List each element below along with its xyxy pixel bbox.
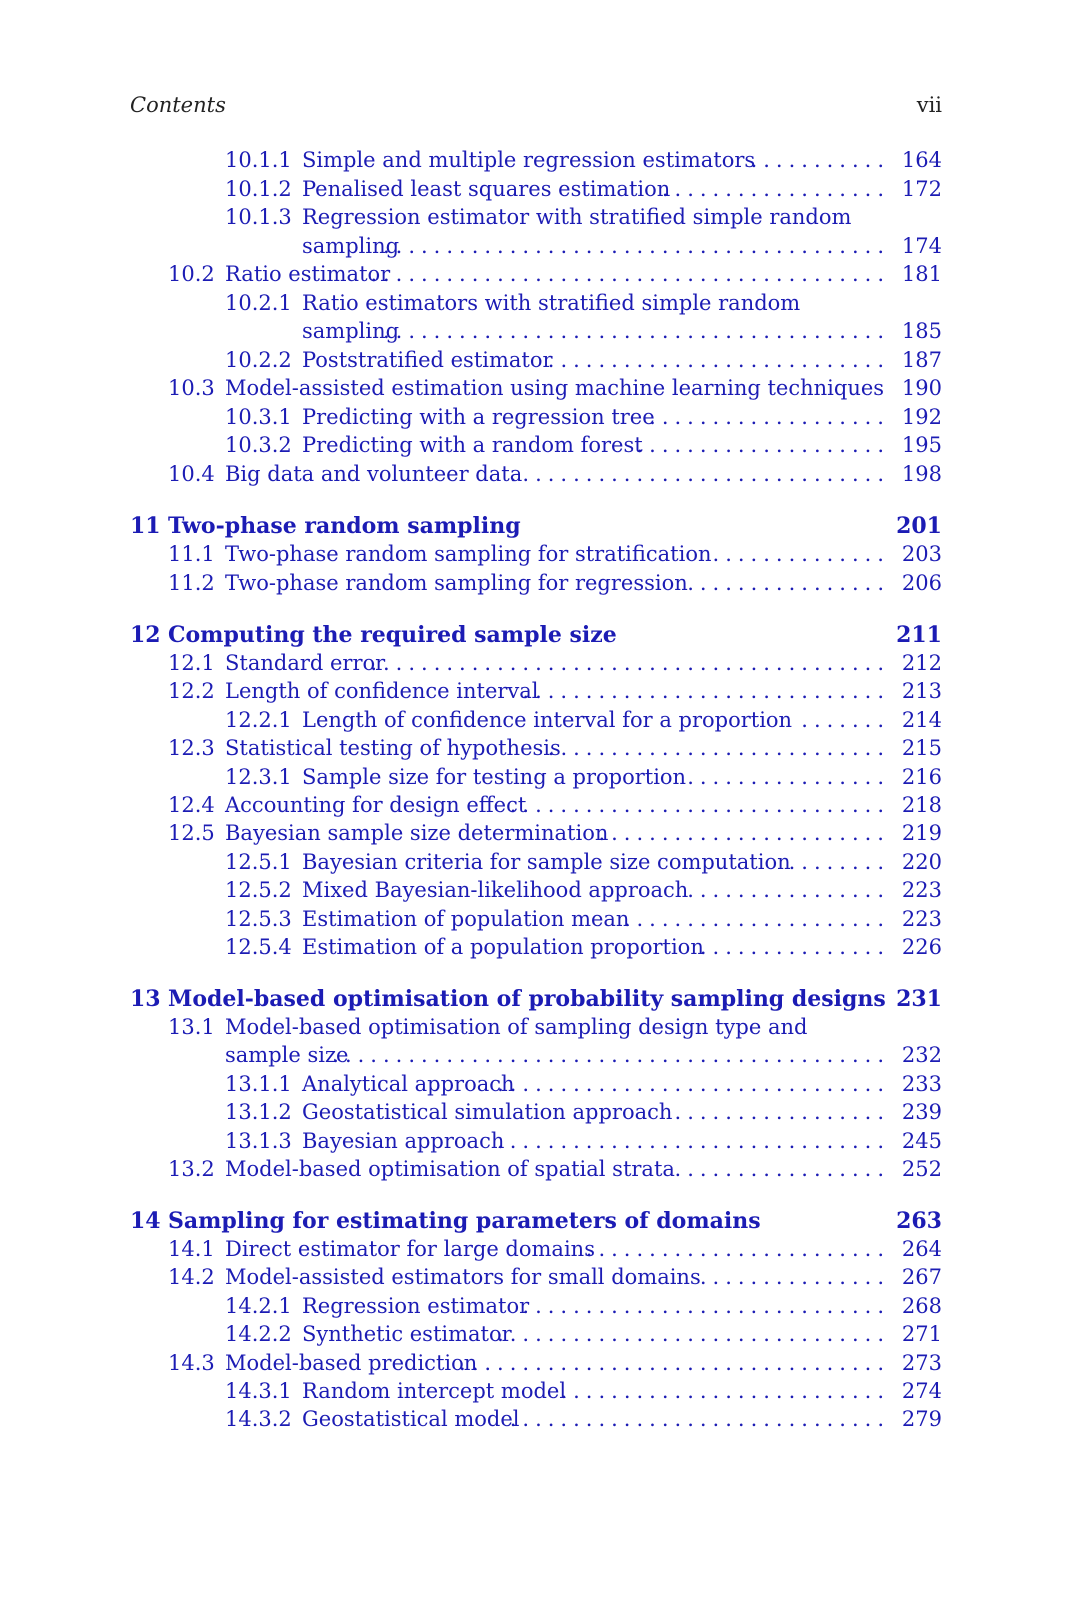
toc-chapter-entry[interactable] — [0, 621, 1080, 650]
entry-page-number: 233 — [901, 1072, 942, 1096]
entry-title: Model-assisted estimation using machine learning techniques — [225, 376, 885, 400]
entry-title: Estimation of population mean — [302, 907, 630, 931]
entry-page-number: 226 — [901, 935, 942, 959]
entry-page-number: 206 — [901, 571, 942, 595]
toc-entry[interactable] — [0, 848, 1080, 877]
entry-number: 10.1.3 — [225, 205, 292, 229]
entry-title: Bayesian sample size determination — [225, 821, 609, 845]
page-number: vii — [916, 93, 942, 117]
entry-number: 10.3.1 — [225, 405, 292, 429]
entry-number: 11 — [130, 513, 161, 539]
toc-entry[interactable] — [0, 706, 1080, 735]
entry-page-number: 219 — [901, 821, 942, 845]
toc-entry[interactable] — [0, 1349, 1080, 1378]
entry-title: Ratio estimator — [225, 262, 391, 286]
entry-number: 13.1.1 — [225, 1072, 292, 1096]
entry-number: 10.2.1 — [225, 291, 292, 315]
entry-title: Geostatistical model — [302, 1407, 520, 1431]
entry-page-number: 185 — [901, 319, 942, 343]
entry-page-number: 174 — [901, 234, 942, 258]
entry-title: Synthetic estimator — [302, 1322, 512, 1346]
entry-title: Random intercept model — [302, 1379, 567, 1403]
dot-leader: ................. — [674, 1100, 890, 1124]
entry-page-number: 198 — [901, 462, 942, 486]
entry-page-number: 190 — [901, 376, 942, 400]
entry-number: 10.1.2 — [225, 177, 292, 201]
toc-entry[interactable] — [0, 1292, 1080, 1321]
toc-entry[interactable] — [0, 677, 1080, 706]
toc-entry[interactable] — [0, 1155, 1080, 1184]
toc-entry[interactable] — [0, 1070, 1080, 1099]
entry-number: 14.1 — [168, 1237, 215, 1261]
entry-title: Model-assisted estimators for small domains — [225, 1265, 701, 1289]
dot-leader: .............................. — [509, 793, 890, 817]
entry-title: Predicting with a random forest — [302, 433, 643, 457]
entry-page-number: 203 — [901, 542, 942, 566]
entry-page-number: 215 — [901, 736, 942, 760]
dot-leader: ............... — [699, 935, 890, 959]
toc-entry[interactable] — [0, 734, 1080, 763]
entry-page-number: 279 — [901, 1407, 942, 1431]
dot-leader: ........................... — [547, 348, 890, 372]
toc-entry[interactable] — [0, 876, 1080, 905]
entry-title: Big data and volunteer data — [225, 462, 523, 486]
toc-entry[interactable] — [0, 431, 1080, 460]
toc-entry[interactable] — [0, 146, 1080, 175]
entry-title: Bayesian criteria for sample size computation — [302, 850, 791, 874]
entry-number: 10.2 — [168, 262, 215, 286]
entry-page-number: 195 — [901, 433, 942, 457]
entry-title: sampling — [302, 319, 400, 343]
toc-chapter-entry[interactable] — [0, 985, 1080, 1014]
dot-leader: .............................. — [509, 1407, 890, 1431]
dot-leader: .............................. — [509, 462, 890, 486]
entry-number: 10.2.2 — [225, 348, 292, 372]
dot-leader: ........................... — [547, 736, 890, 760]
dot-leader: ......................................... — [370, 651, 890, 675]
entry-title: Accounting for design effect — [225, 793, 527, 817]
entry-number: 13 — [130, 986, 161, 1012]
entry-number: 10.3 — [168, 376, 215, 400]
entry-number: 12.5.1 — [225, 850, 292, 874]
toc-entry[interactable] — [0, 905, 1080, 934]
entry-number: 12.4 — [168, 793, 215, 817]
entry-page-number: 231 — [896, 986, 942, 1012]
dot-leader: .............. — [712, 542, 890, 566]
entry-number: 10.3.2 — [225, 433, 292, 457]
toc-entry[interactable] — [0, 1127, 1080, 1156]
entry-title: Geostatistical simulation approach — [302, 1100, 673, 1124]
entry-number: 14.2.2 — [225, 1322, 292, 1346]
entry-number: 12.2 — [168, 679, 215, 703]
entry-title: Predicting with a regression tree — [302, 405, 655, 429]
entry-title: Standard error — [225, 651, 386, 675]
entry-number: 12.5.4 — [225, 935, 292, 959]
entry-title: Statistical testing of hypothesis — [225, 736, 561, 760]
entry-title: Bayesian approach — [302, 1129, 505, 1153]
dot-leader: ..................... — [623, 907, 890, 931]
entry-page-number: 252 — [901, 1157, 942, 1181]
toc-entry[interactable] — [0, 374, 1080, 403]
dot-leader: ........... — [750, 148, 890, 172]
dot-leader: ................... — [649, 405, 890, 429]
toc-entry[interactable] — [0, 791, 1080, 820]
dot-leader: ................. — [674, 1157, 890, 1181]
entry-page-number: 218 — [901, 793, 942, 817]
entry-title: Model-based optimisation of probability sampling designs — [168, 986, 886, 1012]
toc-entry[interactable] — [0, 819, 1080, 848]
entry-page-number: 223 — [901, 878, 942, 902]
entry-title: Regression estimator with stratified simple random — [302, 205, 852, 229]
toc-entry[interactable] — [0, 1405, 1080, 1434]
entry-title: Analytical approach — [302, 1072, 515, 1096]
dot-leader: ....... — [801, 708, 890, 732]
entry-number: 14 — [130, 1208, 161, 1234]
toc-entry[interactable] — [0, 1320, 1080, 1349]
toc-entry[interactable] — [0, 232, 1080, 261]
dot-leader: ................ — [687, 878, 890, 902]
dot-leader: ........................ — [585, 1237, 890, 1261]
entry-number: 12.5.2 — [225, 878, 292, 902]
entry-title: Poststratified estimator — [302, 348, 553, 372]
toc-entry[interactable] — [0, 260, 1080, 289]
toc-entry[interactable] — [0, 203, 1080, 232]
entry-title: Penalised least squares estimation — [302, 177, 671, 201]
dot-leader: ............................... — [497, 1322, 890, 1346]
entry-title: Length of confidence interval — [225, 679, 539, 703]
entry-number: 14.3 — [168, 1351, 215, 1375]
dot-leader: ............................. — [522, 1294, 890, 1318]
entry-number: 12.3 — [168, 736, 215, 760]
dot-leader: ............................. — [522, 679, 890, 703]
entry-title: Two-phase random sampling — [168, 513, 521, 539]
entry-page-number: 264 — [901, 1237, 942, 1261]
entry-title: Length of confidence interval for a proportion — [302, 708, 793, 732]
entry-title: Regression estimator — [302, 1294, 530, 1318]
toc-entry[interactable] — [0, 763, 1080, 792]
entry-title: Model-based optimisation of spatial strata — [225, 1157, 675, 1181]
toc-entry[interactable] — [0, 1235, 1080, 1264]
toc-entry[interactable] — [0, 540, 1080, 569]
dot-leader: .................. — [661, 177, 890, 201]
entry-page-number: 263 — [896, 1208, 942, 1234]
entry-page-number: 201 — [896, 513, 942, 539]
dot-leader: .......................... — [560, 1379, 890, 1403]
entry-number: 10.4 — [168, 462, 215, 486]
dot-leader: ................ — [687, 571, 890, 595]
entry-page-number: 239 — [901, 1100, 942, 1124]
entry-number: 12.3.1 — [225, 765, 292, 789]
toc-entry[interactable] — [0, 1013, 1080, 1042]
dot-leader: .................................. — [459, 1351, 890, 1375]
entry-number: 13.1.2 — [225, 1100, 292, 1124]
entry-title: Model-based optimisation of sampling design type and — [225, 1015, 808, 1039]
entry-title: sampling — [302, 234, 400, 258]
dot-leader: ............................... — [497, 1129, 890, 1153]
entry-page-number: 211 — [896, 622, 942, 648]
entry-title: Mixed Bayesian-likelihood approach — [302, 878, 689, 902]
entry-title: Sample size for testing a proportion — [302, 765, 687, 789]
entry-number: 14.2.1 — [225, 1294, 292, 1318]
entry-number: 12.5.3 — [225, 907, 292, 931]
entry-number: 13.1.3 — [225, 1129, 292, 1153]
entry-number: 13.1 — [168, 1015, 215, 1039]
dot-leader: ............................................ — [332, 1043, 890, 1067]
entry-page-number: 212 — [901, 651, 942, 675]
entry-page-number: 267 — [901, 1265, 942, 1289]
dot-leader: ....................... — [598, 821, 890, 845]
entry-page-number: 192 — [901, 405, 942, 429]
entry-number: 12 — [130, 622, 161, 648]
entry-number: 12.1 — [168, 651, 215, 675]
toc-entry[interactable] — [0, 317, 1080, 346]
entry-page-number: 172 — [901, 177, 942, 201]
entry-page-number: 164 — [901, 148, 942, 172]
running-head: Contents — [130, 93, 226, 117]
entry-number: 11.1 — [168, 542, 215, 566]
toc-chapter-entry[interactable] — [0, 512, 1080, 541]
entry-title: Ratio estimators with stratified simple random — [302, 291, 801, 315]
dot-leader: ......................................... — [370, 262, 890, 286]
entry-title: Two-phase random sampling for regression — [225, 571, 688, 595]
entry-number: 13.2 — [168, 1157, 215, 1181]
entry-page-number: 187 — [901, 348, 942, 372]
entry-page-number: 271 — [901, 1322, 942, 1346]
dot-leader: ............................... — [497, 1072, 890, 1096]
dot-leader: ........................................ — [382, 234, 890, 258]
entry-page-number: 268 — [901, 1294, 942, 1318]
entry-title: Computing the required sample size — [168, 622, 617, 648]
toc-entry[interactable] — [0, 346, 1080, 375]
toc-entry[interactable] — [0, 403, 1080, 432]
entry-title: Model-based prediction — [225, 1351, 478, 1375]
entry-title: sample size — [225, 1043, 349, 1067]
entry-page-number: 274 — [901, 1379, 942, 1403]
toc-entry[interactable] — [0, 569, 1080, 598]
toc-entry[interactable] — [0, 1263, 1080, 1292]
entry-page-number: 214 — [901, 708, 942, 732]
entry-page-number: 273 — [901, 1351, 942, 1375]
entry-number: 12.2.1 — [225, 708, 292, 732]
entry-number: 12.5 — [168, 821, 215, 845]
dot-leader: ........................................ — [382, 319, 890, 343]
entry-title: Two-phase random sampling for stratification — [225, 542, 712, 566]
toc-entry[interactable] — [0, 175, 1080, 204]
entry-number: 10.1.1 — [225, 148, 292, 172]
toc-chapter-entry[interactable] — [0, 1207, 1080, 1236]
toc-entry[interactable] — [0, 649, 1080, 678]
toc-entry[interactable] — [0, 289, 1080, 318]
dot-leader: ................ — [687, 765, 890, 789]
entry-title: Sampling for estimating parameters of domains — [168, 1208, 761, 1234]
entry-number: 11.2 — [168, 571, 215, 595]
dot-leader: .................... — [636, 433, 890, 457]
toc-entry[interactable] — [0, 933, 1080, 962]
toc-entry[interactable] — [0, 1377, 1080, 1406]
entry-title: Estimation of a population proportion — [302, 935, 704, 959]
entry-page-number: 213 — [901, 679, 942, 703]
entry-number: 14.2 — [168, 1265, 215, 1289]
entry-page-number: 232 — [901, 1043, 942, 1067]
entry-number: 14.3.2 — [225, 1407, 292, 1431]
entry-page-number: 216 — [901, 765, 942, 789]
entry-title: Direct estimator for large domains — [225, 1237, 595, 1261]
entry-page-number: 245 — [901, 1129, 942, 1153]
dot-leader: ........ — [788, 850, 890, 874]
entry-page-number: 220 — [901, 850, 942, 874]
toc-entry[interactable] — [0, 1098, 1080, 1127]
toc-entry[interactable] — [0, 460, 1080, 489]
entry-title: Simple and multiple regression estimators — [302, 148, 756, 172]
entry-number: 14.3.1 — [225, 1379, 292, 1403]
dot-leader: ............... — [699, 1265, 890, 1289]
entry-page-number: 223 — [901, 907, 942, 931]
entry-page-number: 181 — [901, 262, 942, 286]
toc-entry[interactable] — [0, 1041, 1080, 1070]
